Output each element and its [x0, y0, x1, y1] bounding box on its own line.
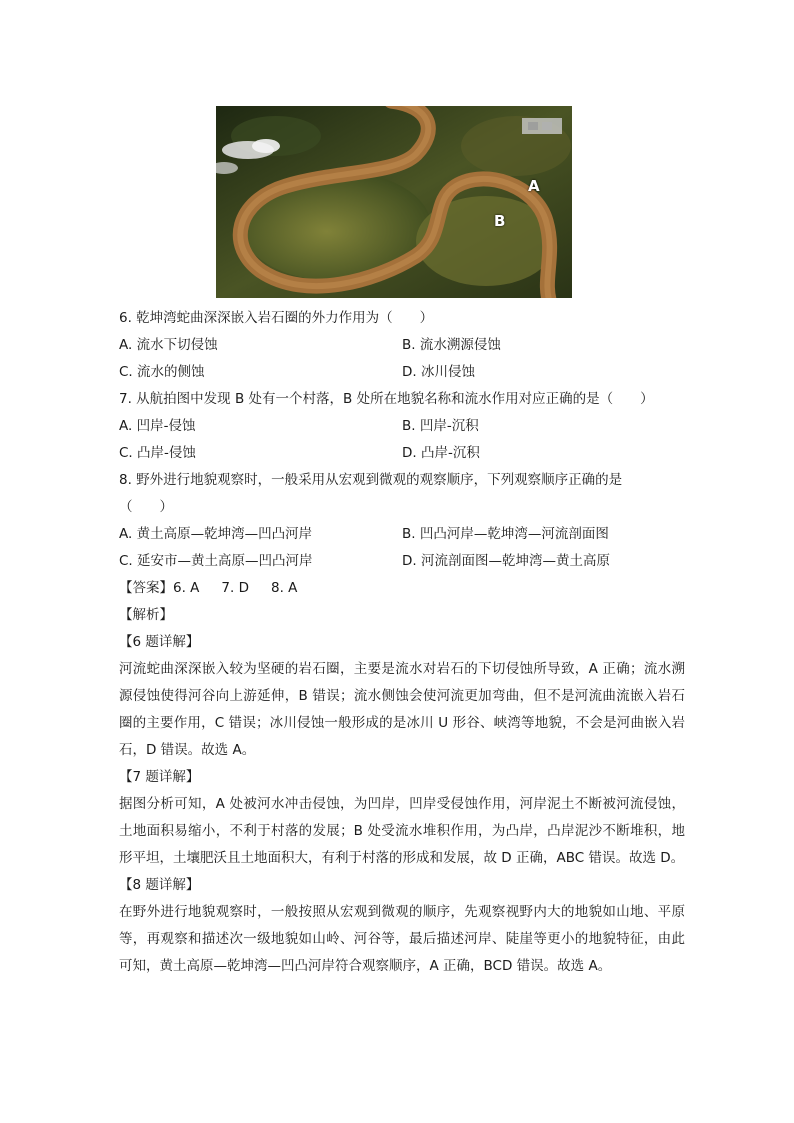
detail-6-title: 【6 题详解】 — [119, 634, 200, 650]
detail-6-text: 河流蛇曲深深嵌入较为坚硬的岩石圈，主要是流水对岩石的下切侵蚀所导致，A 正确；流水溯源侵蚀使得河谷向上游延伸，B 错误；流水侧蚀会使河流更加弯曲，但不是河流曲流嵌入岩石圈的主要作用，C 错误；冰川侵蚀一般形成的是冰川 U 形谷、峡湾等地貌，不会是河曲嵌入岩石，D 错误。故选 A。 — [119, 661, 685, 758]
question-content — [119, 305, 685, 980]
question-7-stem: 7. 从航拍图中发现 B 处有一个村落，B 处所在地貌名称和流水作用对应正确的是（ ） — [119, 391, 654, 407]
option-6b: B. 流水溯源侵蚀 — [402, 337, 501, 353]
option-7a: A. 凹岸-侵蚀 — [119, 418, 196, 434]
detail-8-title: 【8 题详解】 — [119, 877, 200, 893]
question-6-options-2 — [119, 359, 685, 386]
option-6c: C. 流水的侧蚀 — [119, 364, 205, 380]
detail-7-title: 【7 题详解】 — [119, 769, 200, 785]
option-7c: C. 凸岸-侵蚀 — [119, 445, 196, 461]
question-8-options — [119, 521, 685, 548]
answer-line — [119, 575, 685, 602]
question-7-options-2 — [119, 440, 685, 467]
label-b: B — [494, 212, 506, 230]
meander-illustration — [216, 106, 572, 298]
option-8d: D. 河流剖面图—乾坤湾—黄土高原 — [402, 553, 610, 569]
option-6d: D. 冰川侵蚀 — [402, 364, 475, 380]
detail-7-text: 据图分析可知，A 处被河水冲击侵蚀，为凹岸，凹岸受侵蚀作用，河岸泥土不断被河流侵蚀，土地面积易缩小，不利于村落的发展；B 处受流水堆积作用，为凸岸，凸岸泥沙不断堆积，地形平坦，土壤肥沃且土地面积大，有利于村落的形成和发展，故 D 正确，ABC 错误。故选 D。 — [119, 796, 685, 866]
question-8-stem-cont: （ ） — [119, 499, 173, 515]
option-8a: A. 黄土高原—乾坤湾—凹凸河岸 — [119, 526, 313, 542]
analysis-label: 【解析】 — [119, 607, 173, 623]
option-7d: D. 凸岸-沉积 — [402, 445, 480, 461]
answer-label: 【答案】 — [119, 580, 173, 596]
answer-8: 8. A — [271, 580, 298, 596]
river-meander-photo — [216, 106, 572, 298]
option-6a: A. 流水下切侵蚀 — [119, 337, 218, 353]
question-7-options — [119, 413, 685, 440]
option-8c: C. 延安市—黄土高原—凹凸河岸 — [119, 553, 313, 569]
detail-8-text: 在野外进行地貌观察时，一般按照从宏观到微观的顺序，先观察视野内大的地貌如山地、平原等，再观察和描述次一级地貌如山岭、河谷等，最后描述河岸、陡崖等更小的地貌特征，由此可知，黄土高原—乾坤湾—凹凸河岸符合观察顺序，A 正确，BCD 错误。故选 A。 — [119, 904, 685, 974]
question-8-options-2 — [119, 548, 685, 575]
label-a: A — [528, 177, 540, 195]
question-6-stem: 6. 乾坤湾蛇曲深深嵌入岩石圈的外力作用为（ ） — [119, 310, 434, 326]
option-7b: B. 凹岸-沉积 — [402, 418, 479, 434]
question-6-options — [119, 332, 685, 359]
question-8-stem: 8. 野外进行地貌观察时，一般采用从宏观到微观的观察顺序，下列观察顺序正确的是 — [119, 472, 623, 488]
answer-7: 7. D — [221, 580, 249, 596]
answer-6: 6. A — [173, 580, 200, 596]
option-8b: B. 凹凸河岸—乾坤湾—河流剖面图 — [402, 526, 609, 542]
